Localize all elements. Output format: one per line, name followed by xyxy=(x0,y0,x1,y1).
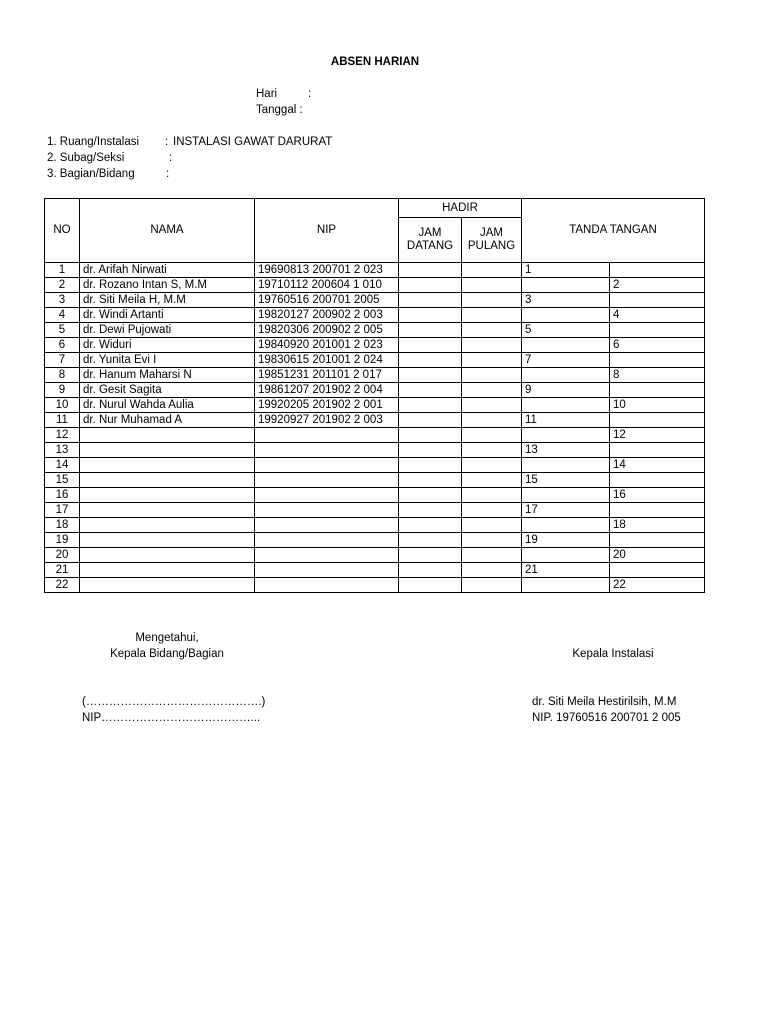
table-row xyxy=(45,488,705,503)
row-tanda-tangan-left: 7 xyxy=(522,353,610,368)
row-jam-pulang xyxy=(462,563,522,578)
row-nama xyxy=(80,503,255,518)
row-nip: 19851231 201101 2 017 xyxy=(255,368,399,383)
table-row xyxy=(45,428,705,443)
hari-label: Hari xyxy=(256,88,278,100)
header-jam-pulang-line1: JAM xyxy=(480,227,503,239)
row-tanda-tangan-right xyxy=(610,503,705,518)
row-tanda-tangan-right: 2 xyxy=(610,278,705,293)
row-no: 1 xyxy=(45,263,80,278)
row-tanda-tangan-right xyxy=(610,563,705,578)
table-row xyxy=(45,473,705,488)
row-jam-pulang xyxy=(462,548,522,563)
row-nip xyxy=(255,428,399,443)
row-jam-pulang xyxy=(462,518,522,533)
row-tanda-tangan-left xyxy=(522,308,610,323)
field-ruang-label: 1. Ruang/Instalasi xyxy=(47,136,140,148)
left-signature-nip: NIP…………………………………... xyxy=(82,712,261,724)
row-tanda-tangan-left: 9 xyxy=(522,383,610,398)
row-jam-pulang xyxy=(462,578,522,593)
table-row xyxy=(45,383,705,398)
row-tanda-tangan-left xyxy=(522,578,610,593)
row-nama: dr. Rozano Intan S, M.M xyxy=(80,278,255,293)
row-nip: 19920927 201902 2 003 xyxy=(255,413,399,428)
row-tanda-tangan-left xyxy=(522,428,610,443)
row-jam-pulang xyxy=(462,458,522,473)
row-tanda-tangan-right: 12 xyxy=(610,428,705,443)
right-signature-nip: NIP. 19760516 200701 2 005 xyxy=(532,712,681,724)
row-jam-datang xyxy=(399,503,462,518)
row-tanda-tangan-right: 4 xyxy=(610,308,705,323)
row-jam-pulang xyxy=(462,263,522,278)
row-nip xyxy=(255,518,399,533)
row-tanda-tangan-right: 10 xyxy=(610,398,705,413)
row-tanda-tangan-right: 14 xyxy=(610,458,705,473)
row-tanda-tangan-left xyxy=(522,398,610,413)
header-jam-pulang-line2: PULANG xyxy=(467,240,516,252)
attendance-table xyxy=(44,198,705,593)
row-tanda-tangan-left xyxy=(522,278,610,293)
row-nama xyxy=(80,518,255,533)
field-subag-label: 2. Subag/Seksi xyxy=(47,152,125,164)
row-nip: 19840920 201001 2 023 xyxy=(255,338,399,353)
field-bagian-colon: : xyxy=(166,168,170,180)
row-tanda-tangan-left xyxy=(522,458,610,473)
row-no: 15 xyxy=(45,473,80,488)
row-tanda-tangan-left: 13 xyxy=(522,443,610,458)
left-signature-name: (……………………………………….) xyxy=(82,696,266,708)
row-tanda-tangan-left xyxy=(522,548,610,563)
row-no: 7 xyxy=(45,353,80,368)
row-jam-datang xyxy=(399,293,462,308)
row-jam-pulang xyxy=(462,413,522,428)
row-tanda-tangan-right xyxy=(610,473,705,488)
row-jam-datang xyxy=(399,458,462,473)
row-jam-pulang xyxy=(462,383,522,398)
header-hadir: HADIR xyxy=(399,199,522,218)
attendance-rows xyxy=(45,263,705,593)
row-jam-datang xyxy=(399,578,462,593)
row-no: 11 xyxy=(45,413,80,428)
row-jam-datang xyxy=(399,443,462,458)
row-nama: dr. Gesit Sagita xyxy=(80,383,255,398)
row-tanda-tangan-right xyxy=(610,293,705,308)
row-jam-pulang xyxy=(462,323,522,338)
header-jam-pulang xyxy=(462,218,522,263)
row-no: 8 xyxy=(45,368,80,383)
row-nip xyxy=(255,578,399,593)
row-jam-pulang xyxy=(462,488,522,503)
row-tanda-tangan-left: 15 xyxy=(522,473,610,488)
row-no: 17 xyxy=(45,503,80,518)
row-jam-datang xyxy=(399,398,462,413)
row-jam-datang xyxy=(399,338,462,353)
row-tanda-tangan-left xyxy=(522,518,610,533)
row-nama xyxy=(80,458,255,473)
row-nip: 19760516 200701 2005 xyxy=(255,293,399,308)
tanggal-label: Tanggal : xyxy=(256,104,303,116)
row-jam-pulang xyxy=(462,278,522,293)
row-no: 9 xyxy=(45,383,80,398)
row-nama xyxy=(80,578,255,593)
right-signature-name: dr. Siti Meila Hestirilsih, M.M xyxy=(532,696,677,708)
field-ruang-colon: : xyxy=(165,136,169,148)
header-nip: NIP xyxy=(255,199,399,263)
row-no: 14 xyxy=(45,458,80,473)
row-nama xyxy=(80,443,255,458)
table-row xyxy=(45,458,705,473)
row-nama xyxy=(80,563,255,578)
row-tanda-tangan-right: 16 xyxy=(610,488,705,503)
row-tanda-tangan-left: 19 xyxy=(522,533,610,548)
row-nama: dr. Hanum Maharsi N xyxy=(80,368,255,383)
row-tanda-tangan-right: 18 xyxy=(610,518,705,533)
row-jam-datang xyxy=(399,323,462,338)
row-nip: 19690813 200701 2 023 xyxy=(255,263,399,278)
row-nip: 19830615 201001 2 024 xyxy=(255,353,399,368)
row-nama: dr. Widuri xyxy=(80,338,255,353)
row-nip xyxy=(255,563,399,578)
row-tanda-tangan-right xyxy=(610,263,705,278)
row-tanda-tangan-left xyxy=(522,488,610,503)
row-nama xyxy=(80,473,255,488)
row-tanda-tangan-right: 8 xyxy=(610,368,705,383)
row-nip xyxy=(255,548,399,563)
row-jam-datang xyxy=(399,413,462,428)
row-jam-pulang xyxy=(462,443,522,458)
row-jam-pulang xyxy=(462,503,522,518)
row-jam-pulang xyxy=(462,353,522,368)
row-no: 18 xyxy=(45,518,80,533)
row-tanda-tangan-right xyxy=(610,413,705,428)
row-jam-datang xyxy=(399,533,462,548)
row-nama: dr. Windi Artanti xyxy=(80,308,255,323)
row-tanda-tangan-right: 6 xyxy=(610,338,705,353)
row-tanda-tangan-left xyxy=(522,338,610,353)
row-jam-datang xyxy=(399,278,462,293)
row-nip xyxy=(255,458,399,473)
row-nip: 19861207 201902 2 004 xyxy=(255,383,399,398)
header-jam-datang-line1: JAM xyxy=(418,227,442,239)
row-tanda-tangan-right xyxy=(610,533,705,548)
table-row xyxy=(45,563,705,578)
table-row xyxy=(45,398,705,413)
table-row xyxy=(45,278,705,293)
row-no: 22 xyxy=(45,578,80,593)
table-row xyxy=(45,548,705,563)
row-jam-pulang xyxy=(462,308,522,323)
row-no: 20 xyxy=(45,548,80,563)
row-nip: 19920205 201902 2 001 xyxy=(255,398,399,413)
row-jam-datang xyxy=(399,548,462,563)
row-tanda-tangan-right xyxy=(610,353,705,368)
table-row xyxy=(45,443,705,458)
row-nip xyxy=(255,503,399,518)
row-tanda-tangan-left: 17 xyxy=(522,503,610,518)
row-no: 5 xyxy=(45,323,80,338)
row-no: 2 xyxy=(45,278,80,293)
row-nama: dr. Nurul Wahda Aulia xyxy=(80,398,255,413)
row-jam-pulang xyxy=(462,473,522,488)
row-jam-datang xyxy=(399,263,462,278)
row-jam-pulang xyxy=(462,293,522,308)
row-jam-datang xyxy=(399,368,462,383)
row-nip: 19710112 200604 1 010 xyxy=(255,278,399,293)
table-row xyxy=(45,263,705,278)
table-row xyxy=(45,518,705,533)
row-jam-pulang xyxy=(462,428,522,443)
row-no: 21 xyxy=(45,563,80,578)
row-jam-datang xyxy=(399,383,462,398)
kepala-instalasi-label: Kepala Instalasi xyxy=(572,648,654,660)
row-tanda-tangan-left: 1 xyxy=(522,263,610,278)
row-nama xyxy=(80,548,255,563)
page-title: ABSEN HARIAN xyxy=(330,56,420,68)
row-jam-pulang xyxy=(462,398,522,413)
row-tanda-tangan-left: 11 xyxy=(522,413,610,428)
field-bagian-label: 3. Bagian/Bidang xyxy=(47,168,135,180)
row-nip xyxy=(255,533,399,548)
row-no: 16 xyxy=(45,488,80,503)
row-tanda-tangan-right: 20 xyxy=(610,548,705,563)
row-tanda-tangan-right xyxy=(610,383,705,398)
row-nip: 19820127 200902 2 003 xyxy=(255,308,399,323)
row-no: 12 xyxy=(45,428,80,443)
row-nama: dr. Arifah Nirwati xyxy=(80,263,255,278)
row-tanda-tangan-left: 3 xyxy=(522,293,610,308)
row-no: 13 xyxy=(45,443,80,458)
row-tanda-tangan-right xyxy=(610,323,705,338)
row-nip xyxy=(255,443,399,458)
header-nama: NAMA xyxy=(80,199,255,263)
row-tanda-tangan-left: 5 xyxy=(522,323,610,338)
row-jam-datang xyxy=(399,518,462,533)
table-row xyxy=(45,353,705,368)
row-nama xyxy=(80,488,255,503)
row-nama: dr. Nur Muhamad A xyxy=(80,413,255,428)
table-row xyxy=(45,323,705,338)
row-tanda-tangan-right: 22 xyxy=(610,578,705,593)
row-tanda-tangan-left: 21 xyxy=(522,563,610,578)
table-row xyxy=(45,293,705,308)
row-jam-pulang xyxy=(462,338,522,353)
header-tanda-tangan: TANDA TANGAN xyxy=(522,199,705,263)
row-jam-datang xyxy=(399,488,462,503)
mengetahui-label: Mengetahui, xyxy=(135,632,199,644)
table-row xyxy=(45,533,705,548)
row-nama: dr. Siti Meila H, M.M xyxy=(80,293,255,308)
table-row xyxy=(45,503,705,518)
table-row xyxy=(45,578,705,593)
row-no: 19 xyxy=(45,533,80,548)
row-nip xyxy=(255,488,399,503)
table-row xyxy=(45,338,705,353)
header-jam-datang-line2: DATANG xyxy=(406,240,454,252)
field-subag-colon: : xyxy=(169,152,173,164)
hari-colon: : xyxy=(308,88,312,100)
table-row xyxy=(45,368,705,383)
row-no: 10 xyxy=(45,398,80,413)
row-jam-datang xyxy=(399,428,462,443)
row-no: 3 xyxy=(45,293,80,308)
row-tanda-tangan-right xyxy=(610,443,705,458)
row-jam-pulang xyxy=(462,533,522,548)
row-nama: dr. Dewi Pujowati xyxy=(80,323,255,338)
row-jam-datang xyxy=(399,353,462,368)
row-no: 4 xyxy=(45,308,80,323)
kepala-bidang-label: Kepala Bidang/Bagian xyxy=(110,648,224,660)
header-no: NO xyxy=(45,199,80,263)
row-nip xyxy=(255,473,399,488)
row-jam-pulang xyxy=(462,368,522,383)
header-jam-datang xyxy=(399,218,462,263)
row-jam-datang xyxy=(399,308,462,323)
table-row xyxy=(45,413,705,428)
table-row xyxy=(45,308,705,323)
row-tanda-tangan-left xyxy=(522,368,610,383)
row-jam-datang xyxy=(399,473,462,488)
row-no: 6 xyxy=(45,338,80,353)
row-nama xyxy=(80,428,255,443)
row-jam-datang xyxy=(399,563,462,578)
row-nama: dr. Yunita Evi I xyxy=(80,353,255,368)
field-ruang-value: INSTALASI GAWAT DARURAT xyxy=(173,136,333,148)
row-nama xyxy=(80,533,255,548)
row-nip: 19820306 200902 2 005 xyxy=(255,323,399,338)
